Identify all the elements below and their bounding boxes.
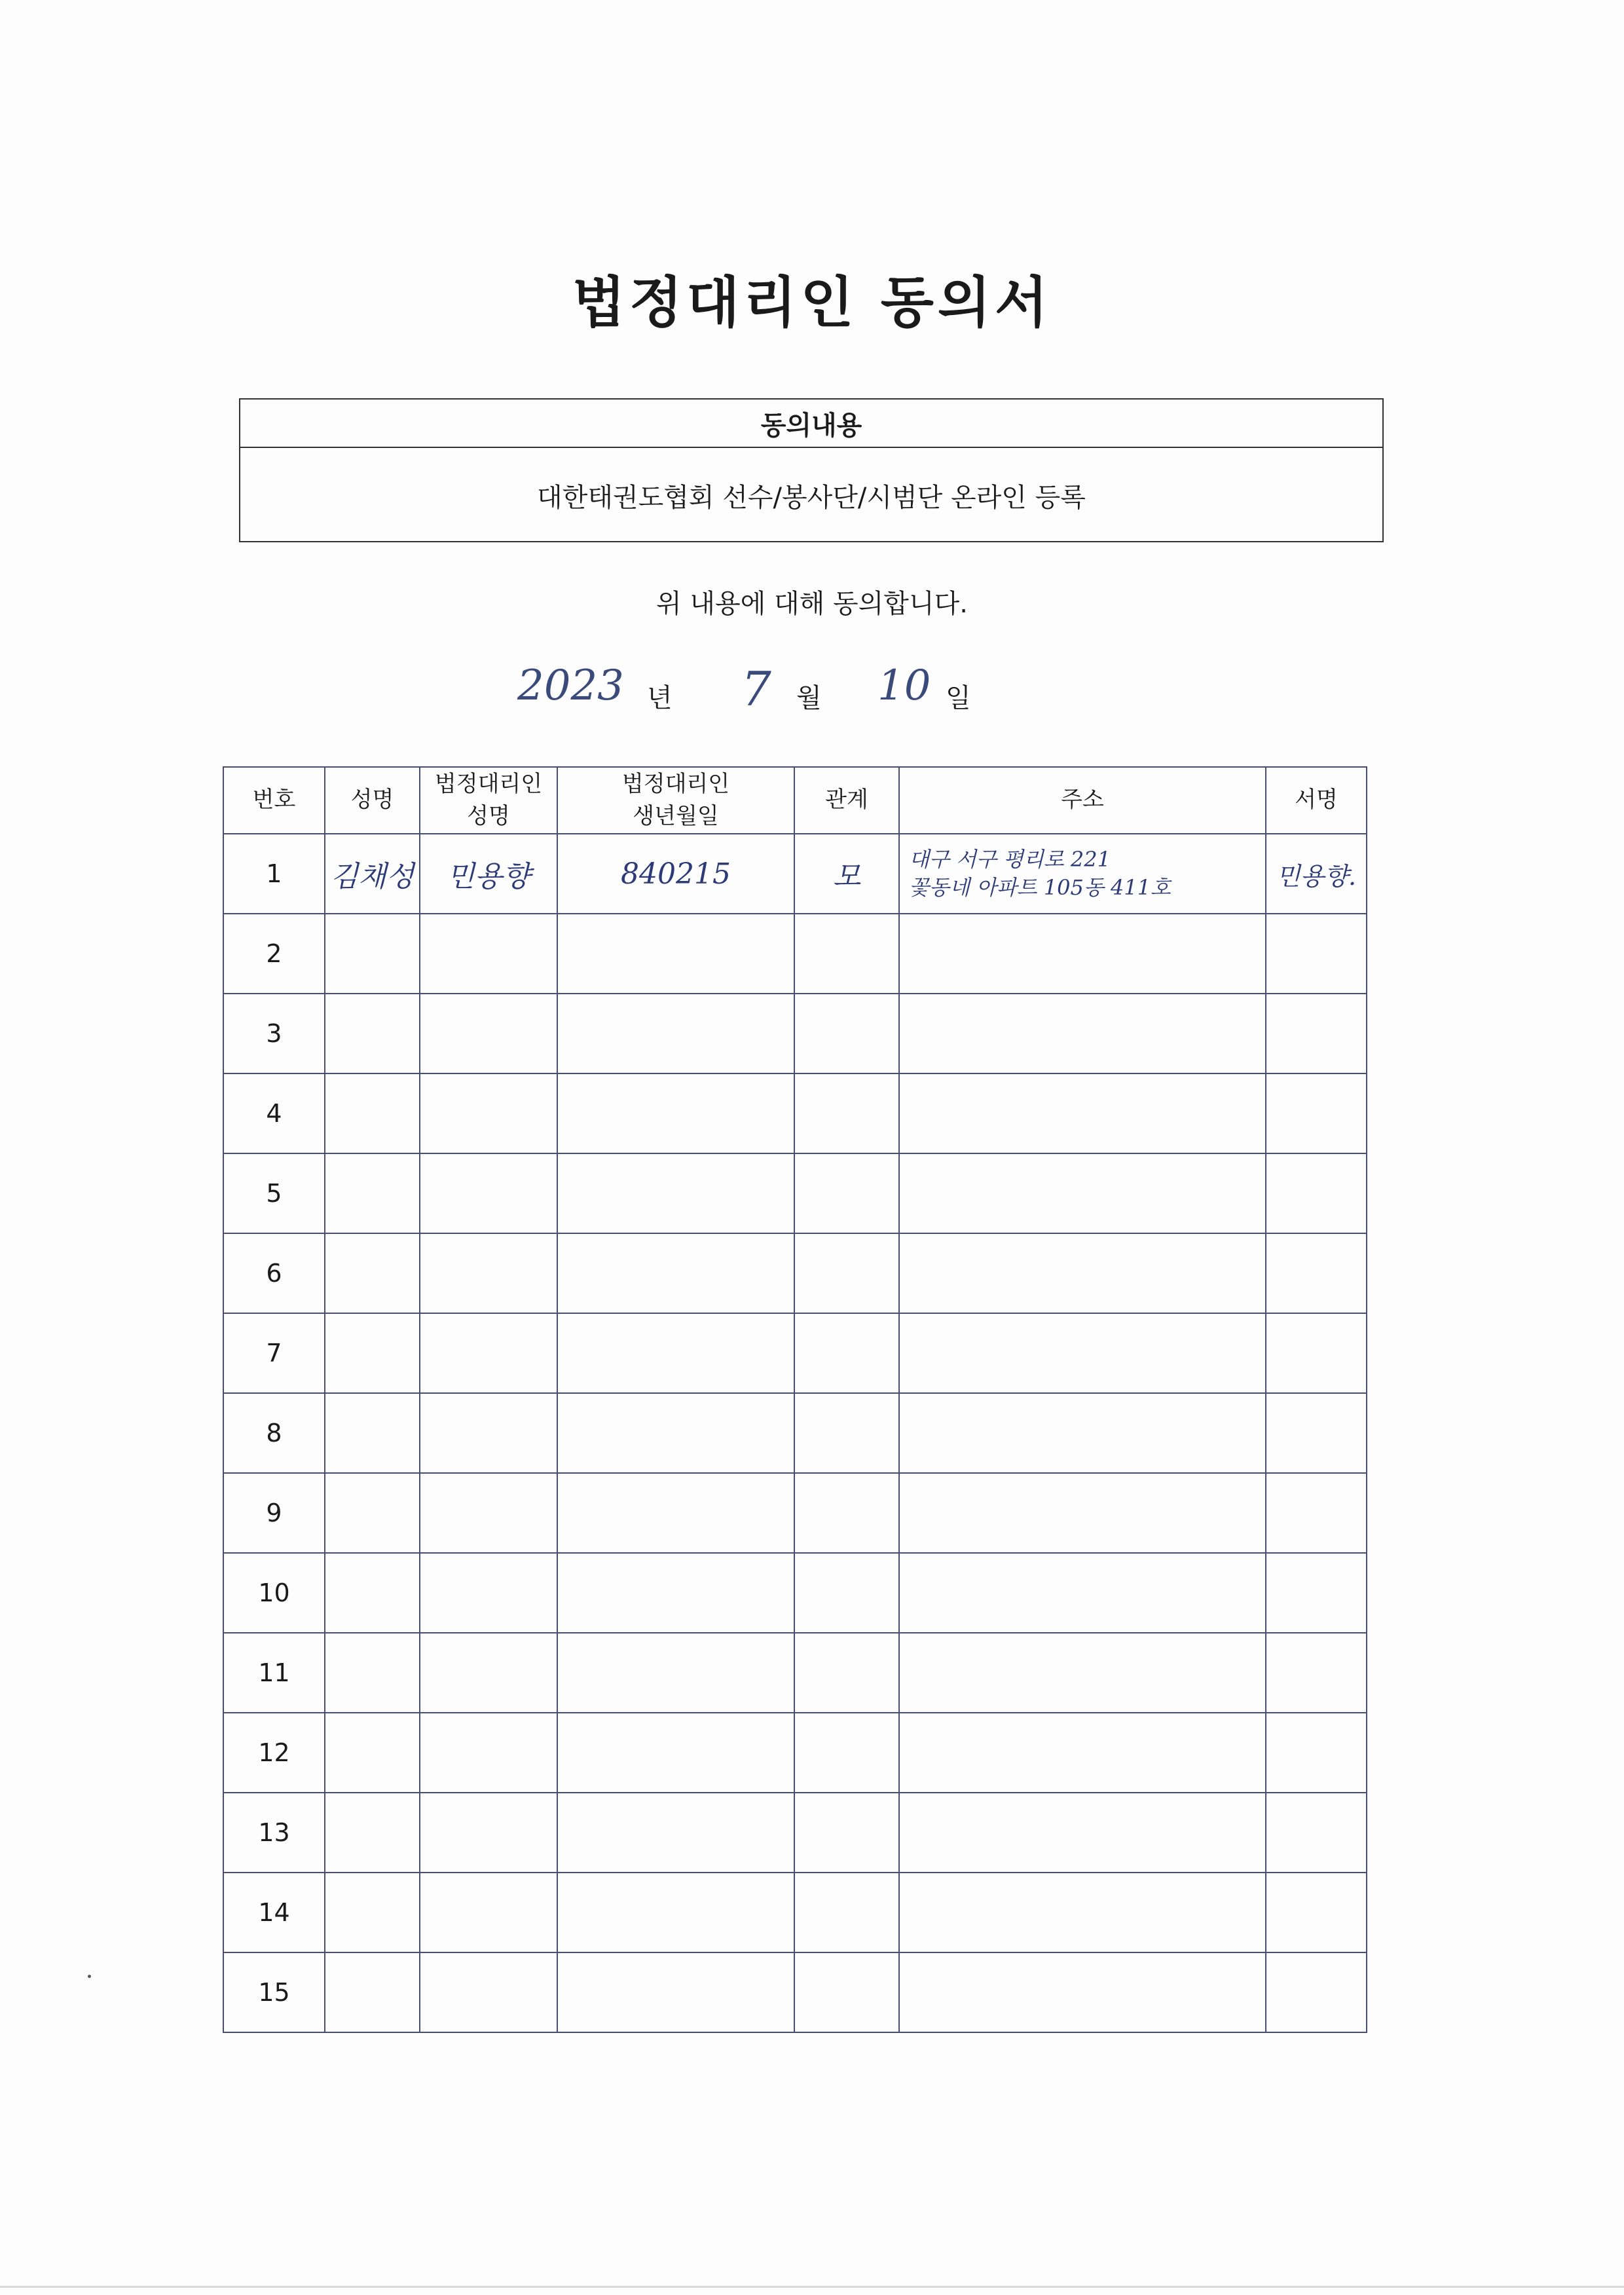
date-row bbox=[511, 662, 1166, 727]
cell-signature bbox=[1266, 1473, 1367, 1553]
cell-no: 13 bbox=[223, 1793, 325, 1873]
cell-guardian-name bbox=[420, 1952, 557, 2032]
cell-relation bbox=[794, 994, 899, 1073]
cell-guardian-birth bbox=[557, 1793, 794, 1873]
cell-no: 10 bbox=[223, 1553, 325, 1633]
cell-address bbox=[899, 1873, 1266, 1952]
cell-signature bbox=[1266, 1073, 1367, 1153]
cell-guardian-birth bbox=[557, 1553, 794, 1633]
cell-guardian-name bbox=[420, 1393, 557, 1473]
cell-signature bbox=[1266, 914, 1367, 994]
cell-name bbox=[325, 1313, 420, 1393]
cell-guardian-name: 민용향 bbox=[420, 834, 557, 914]
cell-no: 1 bbox=[223, 834, 325, 914]
table-row bbox=[223, 1952, 1367, 2032]
cell-address: 대구 서구 평리로 221 꽃동네 아파트 105동 411호 bbox=[899, 834, 1266, 914]
table-row bbox=[223, 1153, 1367, 1233]
table-row bbox=[223, 1073, 1367, 1153]
cell-guardian-birth bbox=[557, 1233, 794, 1313]
cell-relation bbox=[794, 1393, 899, 1473]
table-row bbox=[223, 994, 1367, 1073]
cell-signature bbox=[1266, 1233, 1367, 1313]
cell-address bbox=[899, 1793, 1266, 1873]
cell-signature bbox=[1266, 1793, 1367, 1873]
cell-signature bbox=[1266, 1873, 1367, 1952]
consent-content: 대한태권도협회 선수/봉사단/시범단 온라인 등록 bbox=[537, 482, 1086, 513]
table-row bbox=[223, 1793, 1367, 1873]
cell-signature bbox=[1266, 1393, 1367, 1473]
cell-signature bbox=[1266, 1952, 1367, 2032]
cell-relation bbox=[794, 1713, 899, 1793]
cell-guardian-birth bbox=[557, 1153, 794, 1233]
cell-guardian-name bbox=[420, 914, 557, 994]
cell-guardian-name bbox=[420, 1153, 557, 1233]
cell-name bbox=[325, 1073, 420, 1153]
document-title: 법정대리인 동의서 bbox=[572, 271, 1052, 335]
date-month: 7 bbox=[741, 662, 771, 717]
cell-guardian-name bbox=[420, 1313, 557, 1393]
cell-address bbox=[899, 914, 1266, 994]
date-day: 10 bbox=[877, 662, 931, 710]
cell-guardian-name bbox=[420, 1713, 557, 1793]
cell-relation bbox=[794, 1952, 899, 2032]
cell-name: 김채성 bbox=[325, 834, 420, 914]
cell-name bbox=[325, 1633, 420, 1713]
table-row bbox=[223, 1313, 1367, 1393]
cell-relation bbox=[794, 1793, 899, 1873]
cell-relation bbox=[794, 1873, 899, 1952]
header-name: 성명 bbox=[325, 767, 420, 834]
cell-no: 14 bbox=[223, 1873, 325, 1952]
table-row bbox=[223, 1713, 1367, 1793]
table-header-row bbox=[223, 767, 1367, 834]
cell-guardian-birth bbox=[557, 1713, 794, 1793]
cell-no: 5 bbox=[223, 1153, 325, 1233]
header-signature: 서명 bbox=[1266, 767, 1367, 834]
cell-name bbox=[325, 1952, 420, 2032]
cell-guardian-name bbox=[420, 1473, 557, 1553]
cell-guardian-name bbox=[420, 1633, 557, 1713]
cell-guardian-birth bbox=[557, 1952, 794, 2032]
cell-no: 8 bbox=[223, 1393, 325, 1473]
cell-name bbox=[325, 1713, 420, 1793]
cell-no: 2 bbox=[223, 914, 325, 994]
cell-name bbox=[325, 994, 420, 1073]
table-row bbox=[223, 914, 1367, 994]
cell-no: 9 bbox=[223, 1473, 325, 1553]
scan-speck bbox=[88, 1975, 91, 1978]
cell-signature bbox=[1266, 1553, 1367, 1633]
cell-address bbox=[899, 1553, 1266, 1633]
cell-guardian-birth bbox=[557, 914, 794, 994]
table-row bbox=[223, 1633, 1367, 1713]
cell-name bbox=[325, 914, 420, 994]
cell-guardian-name bbox=[420, 994, 557, 1073]
cell-name bbox=[325, 1393, 420, 1473]
cell-guardian-birth bbox=[557, 1073, 794, 1153]
cell-signature: 민용향. bbox=[1266, 834, 1367, 914]
consent-header: 동의내용 bbox=[240, 400, 1382, 448]
cell-address bbox=[899, 1952, 1266, 2032]
cell-address bbox=[899, 1393, 1266, 1473]
cell-guardian-name bbox=[420, 1233, 557, 1313]
cell-guardian-birth bbox=[557, 1313, 794, 1393]
cell-relation: 모 bbox=[794, 834, 899, 914]
cell-relation bbox=[794, 914, 899, 994]
date-year-label: 년 bbox=[647, 683, 673, 713]
consent-box bbox=[239, 398, 1384, 542]
cell-guardian-birth bbox=[557, 994, 794, 1073]
cell-address bbox=[899, 1713, 1266, 1793]
cell-address bbox=[899, 1233, 1266, 1313]
cell-relation bbox=[794, 1233, 899, 1313]
table-row bbox=[223, 1473, 1367, 1553]
cell-guardian-birth bbox=[557, 1633, 794, 1713]
cell-signature bbox=[1266, 1633, 1367, 1713]
cell-guardian-name bbox=[420, 1073, 557, 1153]
header-relation: 관계 bbox=[794, 767, 899, 834]
cell-name bbox=[325, 1233, 420, 1313]
table-row bbox=[223, 1553, 1367, 1633]
guardian-table bbox=[223, 766, 1367, 2033]
cell-guardian-birth bbox=[557, 1873, 794, 1952]
cell-guardian-birth bbox=[557, 1473, 794, 1553]
agreement-text: 위 내용에 대해 동의합니다. bbox=[656, 589, 968, 619]
cell-signature bbox=[1266, 1153, 1367, 1233]
cell-name bbox=[325, 1153, 420, 1233]
date-year: 2023 bbox=[517, 662, 624, 710]
cell-relation bbox=[794, 1313, 899, 1393]
cell-address bbox=[899, 994, 1266, 1073]
cell-signature bbox=[1266, 994, 1367, 1073]
header-guardian-name: 법정대리인 성명 bbox=[420, 767, 557, 834]
cell-guardian-name bbox=[420, 1553, 557, 1633]
cell-relation bbox=[794, 1153, 899, 1233]
cell-relation bbox=[794, 1073, 899, 1153]
cell-address bbox=[899, 1153, 1266, 1233]
cell-address bbox=[899, 1473, 1266, 1553]
header-address: 주소 bbox=[899, 767, 1266, 834]
cell-signature bbox=[1266, 1313, 1367, 1393]
header-guardian-birth: 법정대리인 생년월일 bbox=[557, 767, 794, 834]
cell-name bbox=[325, 1553, 420, 1633]
cell-no: 3 bbox=[223, 994, 325, 1073]
cell-no: 15 bbox=[223, 1952, 325, 2032]
date-month-label: 월 bbox=[796, 683, 822, 713]
table-row bbox=[223, 1233, 1367, 1313]
header-no: 번호 bbox=[223, 767, 325, 834]
cell-no: 12 bbox=[223, 1713, 325, 1793]
cell-no: 4 bbox=[223, 1073, 325, 1153]
table-row bbox=[223, 834, 1367, 914]
cell-guardian-birth: 840215 bbox=[557, 834, 794, 914]
cell-guardian-name bbox=[420, 1873, 557, 1952]
cell-guardian-birth bbox=[557, 1393, 794, 1473]
cell-name bbox=[325, 1793, 420, 1873]
cell-name bbox=[325, 1473, 420, 1553]
cell-relation bbox=[794, 1473, 899, 1553]
cell-relation bbox=[794, 1633, 899, 1713]
cell-address bbox=[899, 1073, 1266, 1153]
cell-no: 7 bbox=[223, 1313, 325, 1393]
cell-no: 11 bbox=[223, 1633, 325, 1713]
cell-address bbox=[899, 1633, 1266, 1713]
table-row bbox=[223, 1393, 1367, 1473]
date-day-label: 일 bbox=[946, 683, 971, 713]
cell-guardian-name bbox=[420, 1793, 557, 1873]
cell-relation bbox=[794, 1553, 899, 1633]
table-row bbox=[223, 1873, 1367, 1952]
scan-edge-line bbox=[0, 2286, 1624, 2288]
cell-no: 6 bbox=[223, 1233, 325, 1313]
cell-signature bbox=[1266, 1713, 1367, 1793]
cell-name bbox=[325, 1873, 420, 1952]
cell-address bbox=[899, 1313, 1266, 1393]
